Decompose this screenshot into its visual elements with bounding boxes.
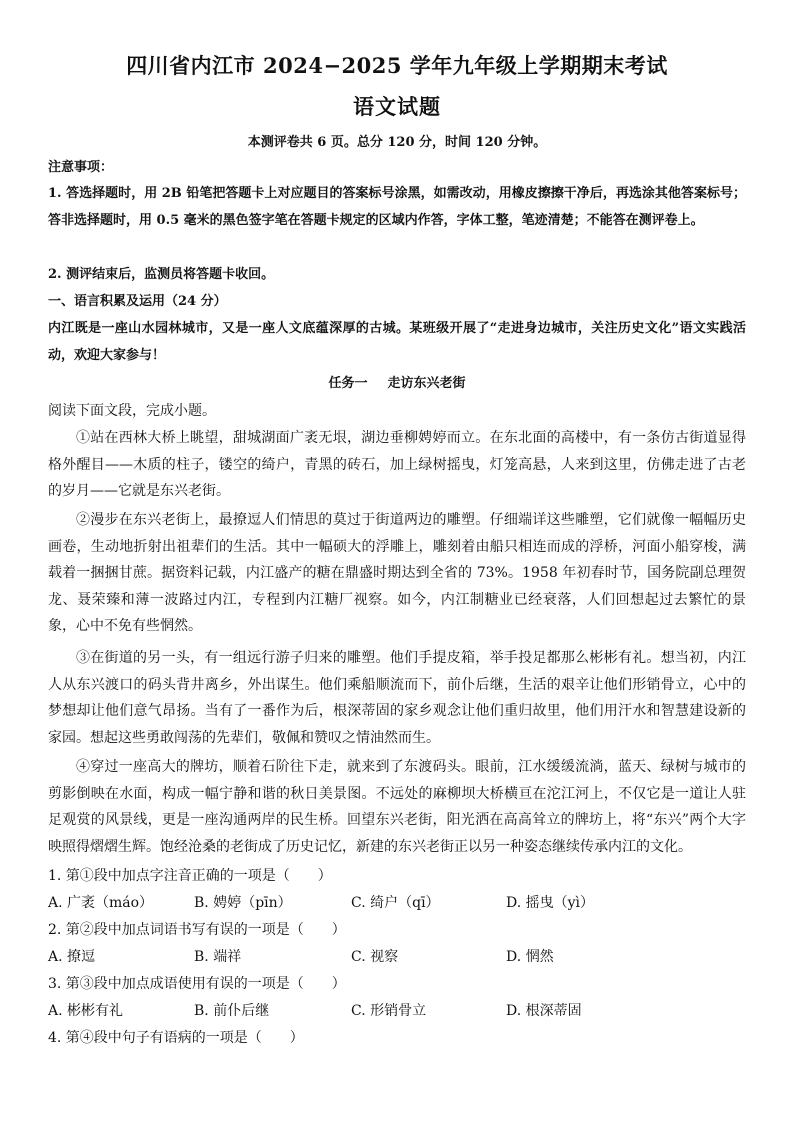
reading-instruction: 阅读下面文段，完成小题。 bbox=[48, 403, 216, 419]
option-c: C. 绮户（qī） bbox=[351, 895, 440, 911]
reading-paragraph-1: ①站在西林大桥上眺望，甜城湖面广袤无垠，湖边垂柳娉婷而立。在东北面的高楼中，有一条仿古街道显得格外醒目——木质的柱子，镂空的绮户，青黑的砖石，加上绿树摇曳，灯笼高悬，人来到这里，仿佛走进了古老的岁月——它就是东兴老街。 bbox=[48, 430, 746, 499]
option-a: A. 撩逗 bbox=[48, 949, 96, 965]
task-heading bbox=[0, 371, 794, 397]
question-4-stem: 4. 第④段中句子有语病的一项是（ ） bbox=[48, 1030, 304, 1046]
option-c: C. 视察 bbox=[351, 949, 399, 965]
option-c: C. 形销骨立 bbox=[351, 1003, 427, 1019]
option-d: D. 根深蒂固 bbox=[506, 1003, 582, 1019]
option-b: B. 前仆后继 bbox=[194, 1003, 270, 1019]
section-intro: 内江既是一座山水园林城市，又是一座人文底蕴深厚的古城。某班级开展了“走进身边城市，关注历史文化”语文实践活动，欢迎大家参与！ bbox=[48, 321, 746, 363]
exam-title: 四川省内江市 2024−2025 学年九年级上学期期末考试 bbox=[126, 53, 668, 78]
option-b: B. 端祥 bbox=[194, 949, 242, 965]
question-1-options bbox=[48, 890, 746, 916]
question-2-stem: 2. 第②段中加点词语书写有误的一项是（ ） bbox=[48, 922, 346, 938]
section-heading: 一、语言积累及运用（24 分） bbox=[48, 294, 227, 309]
task-label: 任务一 bbox=[328, 376, 368, 391]
option-b: B. 娉婷（pīn） bbox=[194, 895, 292, 911]
option-d: D. 摇曳（yì） bbox=[506, 895, 595, 911]
exam-subject: 语文试题 bbox=[353, 94, 441, 119]
reading-paragraph-3: ③在街道的另一头，有一组远行游子归来的雕塑。他们手提皮箱，举手投足都那么彬彬有礼。想当初，内江人从东兴渡口的码头背井离乡，外出谋生。他们乘船顺流而下，前仆后继，生活的艰辛让他们形销骨立，心中的梦想却让他们意气昂扬。当有了一番作为后，根深蒂固的家乡观念让他们重归故里，他们用汗水和智慧建设新的家园。想起这些勇敢闯荡的先辈们，敬佩和赞叹之情油然而生。 bbox=[48, 650, 746, 746]
option-d: D. 惘然 bbox=[506, 949, 554, 965]
task-name: 走访东兴老街 bbox=[387, 376, 466, 391]
option-a: A. 彬彬有礼 bbox=[48, 1003, 124, 1019]
question-3-stem: 3. 第③段中加点成语使用有误的一项是（ ） bbox=[48, 976, 346, 992]
notice-item-2: 2. 测评结束后，监测员将答题卡收回。 bbox=[48, 267, 275, 282]
exam-info: 本测评卷共 6 页。总分 120 分，时间 120 分钟。 bbox=[247, 135, 547, 150]
question-1-stem: 1. 第①段中加点字注音正确的一项是（ ） bbox=[48, 868, 332, 884]
question-3-options bbox=[48, 998, 746, 1024]
notice-label: 注意事项： bbox=[48, 160, 114, 175]
notice-item-1: 1. 答选择题时，用 2B 铅笔把答题卡上对应题目的答案标号涂黑，如需改动，用橡皮擦擦干净后，再选涂其他答案标号；答非选择题时，用 0.5 毫米的黑色签字笔在答题卡规定的区域内作答，字体工整，笔迹清楚；不能答在测评卷上。 bbox=[48, 186, 746, 228]
reading-paragraph-4: ④穿过一座高大的牌坊，顺着石阶往下走，就来到了东渡码头。眼前，江水缓缓流淌，蓝天、绿树与城市的剪影倒映在水面，构成一幅宁静和谐的秋日美景图。不远处的麻柳坝大桥横亘在沱江河上，不仅它是一道让人驻足观赏的风景线，更是一座沟通两岸的民生桥。回望东兴老街，阳光洒在高高耸立的牌坊上，将“东兴”两个大字映照得熠熠生辉。饱经沧桑的老街成了历史记忆，新建的东兴老街正以另一种姿态继续传承内江的文化。 bbox=[48, 759, 746, 855]
question-2-options bbox=[48, 944, 746, 970]
reading-paragraph-2: ②漫步在东兴老街上，最撩逗人们情思的莫过于街道两边的雕塑。仔细端详这些雕塑，它们就像一幅幅历史画卷，生动地折射出祖辈们的生活。其中一幅硕大的浮雕上，雕刻着由船只相连而成的浮桥，河面小船穿梭，满载着一捆捆甘蔗。据资料记载，内江盛产的糖在鼎盛时期达到全省的 73%。1958 年初春时节，国务院副总理贺龙、聂荣臻和薄一波路过内江，专程到内江糖厂视察。如今，内江制糖业已经衰落，人们回想起过去繁忙的景象，心中不免有些惘然。 bbox=[48, 512, 746, 634]
option-a: A. 广袤（máo） bbox=[48, 895, 154, 911]
